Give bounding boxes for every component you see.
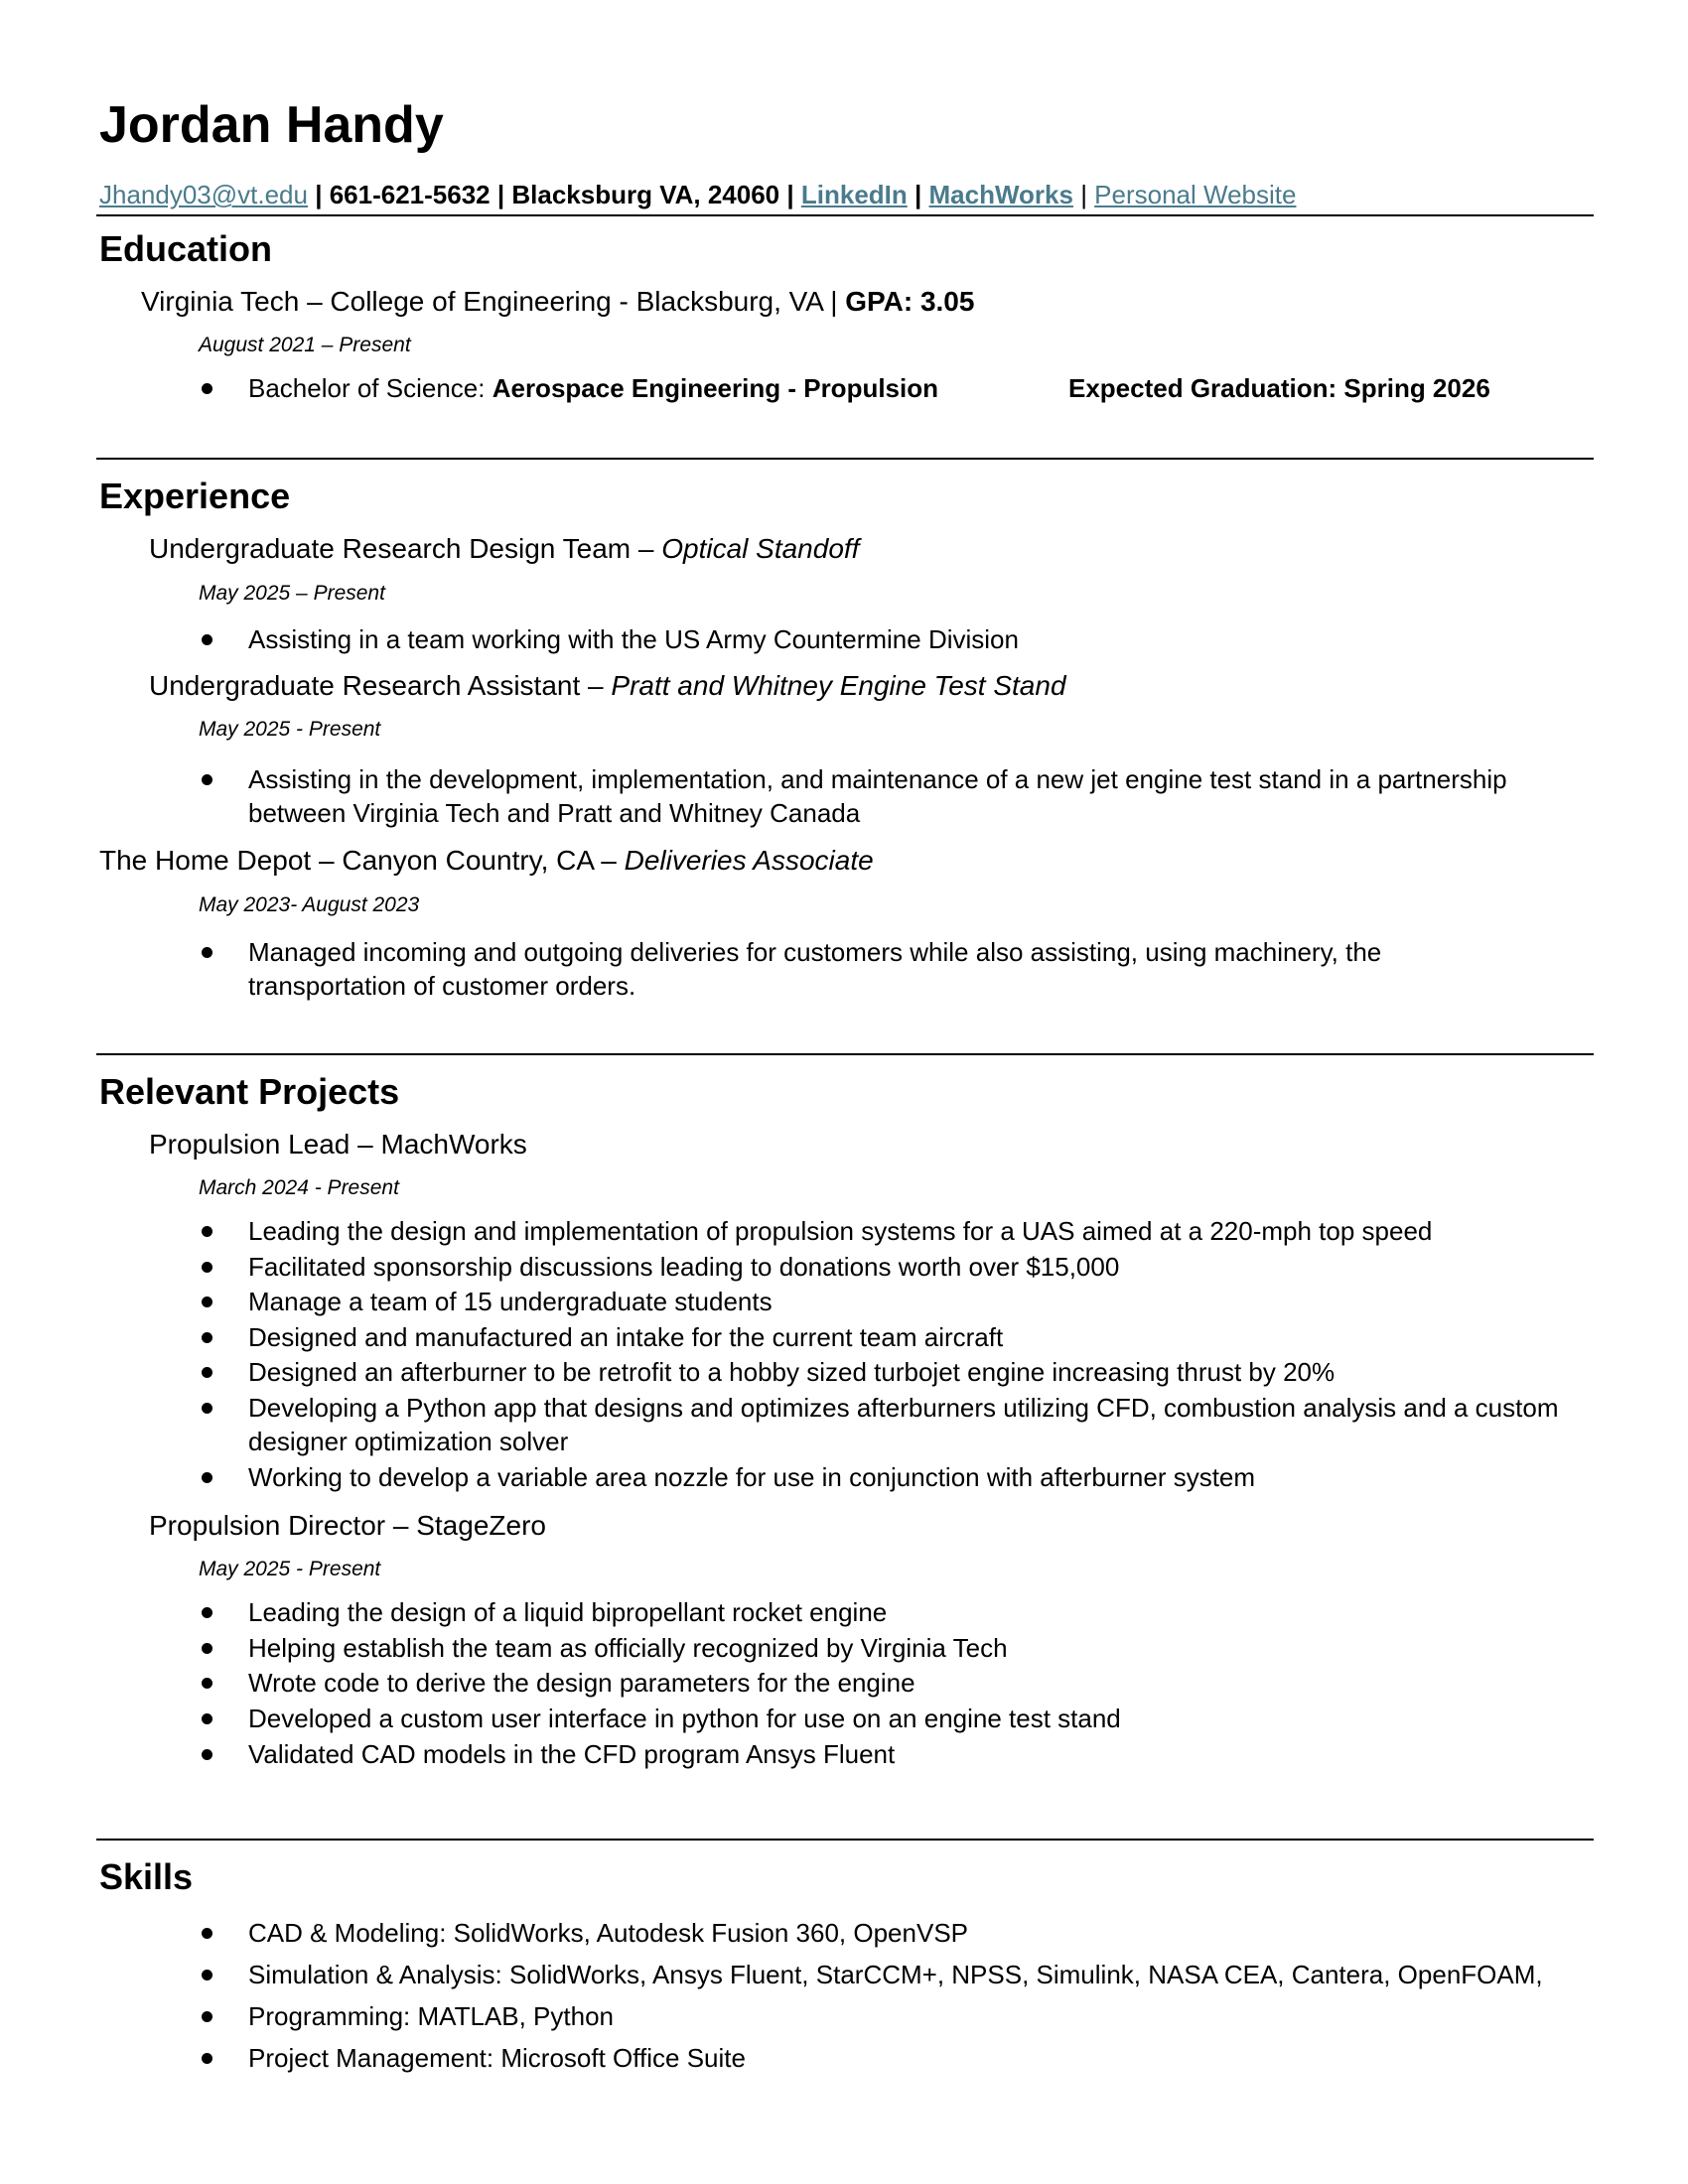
project-dates: May 2025 - Present <box>199 1558 381 1580</box>
bullet-marker <box>202 1678 212 1689</box>
bullet-marker <box>202 1749 212 1760</box>
bullet-marker <box>202 1262 212 1273</box>
project-title: Propulsion Lead – MachWorks <box>149 1129 527 1160</box>
job-bullet: Managed incoming and outgoing deliveries for customers while also assisting, using machinery, the transportation of customer orders. <box>248 937 1382 1001</box>
project-bullet: Facilitated sponsorship discussions leading to donations worth over $15,000 <box>248 1252 1120 1282</box>
machworks-link[interactable]: MachWorks <box>928 180 1073 209</box>
sep: | <box>907 180 929 209</box>
bullet-marker <box>202 1970 212 1980</box>
education-dates: August 2021 – Present <box>199 334 411 356</box>
job-title <box>149 535 859 563</box>
project-dates: March 2024 - Present <box>199 1176 399 1199</box>
skill-item: Project Management: Microsoft Office Suite <box>248 2043 746 2073</box>
job-role: Undergraduate Research Design Team – <box>149 533 662 564</box>
website-link[interactable]: Personal Website <box>1094 180 1297 209</box>
linkedin-link[interactable]: LinkedIn <box>800 180 908 209</box>
degree-prefix: Bachelor of Science: <box>248 373 492 403</box>
bullet-marker <box>202 1367 212 1378</box>
project-bullet: Manage a team of 15 undergraduate students <box>248 1287 773 1316</box>
bullet-marker <box>202 1643 212 1654</box>
location: Blacksburg VA, 24060 <box>511 180 780 209</box>
job-dates: May 2025 – Present <box>199 582 385 605</box>
divider <box>96 1053 1594 1055</box>
skill-item: Simulation & Analysis: SolidWorks, Ansys Fluent, StarCCM+, NPSS, Simulink, NASA CEA, Cantera, OpenFOAM, <box>248 1960 1543 1989</box>
education-school <box>141 288 974 316</box>
project-bullet: Helping establish the team as officially recognized by Virginia Tech <box>248 1633 1008 1663</box>
project-bullet: Designed and manufactured an intake for the current team aircraft <box>248 1322 1004 1352</box>
job-bullet: Assisting in a team working with the US Army Countermine Division <box>248 624 1019 654</box>
sep: | <box>307 180 330 209</box>
bullet-marker <box>202 774 212 785</box>
sep: | <box>1072 180 1095 209</box>
job-role: Undergraduate Research Assistant – <box>149 670 612 701</box>
education-degree <box>248 371 938 405</box>
section-title-education: Education <box>99 228 273 269</box>
candidate-name: Jordan Handy <box>99 96 444 154</box>
bullet-marker <box>202 1297 212 1307</box>
section-title-skills: Skills <box>99 1856 194 1897</box>
project-bullet: Designed an afterburner to be retrofit to a hobby sized turbojet engine increasing thrust by 20% <box>248 1357 1336 1387</box>
bullet-marker <box>202 634 212 645</box>
project-bullet: Validated CAD models in the CFD program Ansys Fluent <box>248 1739 896 1769</box>
contact-line <box>99 179 1296 210</box>
bullet-marker <box>202 1332 212 1343</box>
section-title-experience: Experience <box>99 476 291 516</box>
bullet-marker <box>202 1928 212 1939</box>
job-dates: May 2025 - Present <box>199 718 381 741</box>
phone: 661-621-5632 <box>329 180 491 209</box>
divider <box>96 458 1594 460</box>
project-bullet: Wrote code to derive the design parameters for the engine <box>248 1668 915 1698</box>
bullet-marker <box>202 2053 212 2064</box>
project-bullet: Leading the design of a liquid bipropellant rocket engine <box>248 1597 888 1627</box>
gpa: GPA: 3.05 <box>845 286 975 317</box>
expected-graduation: Expected Graduation: Spring 2026 <box>1068 373 1490 403</box>
project-bullet: Working to develop a variable area nozzle for use in conjunction with afterburner system <box>248 1462 1256 1492</box>
job-dates: May 2023- August 2023 <box>199 893 420 916</box>
bullet-marker <box>202 383 212 394</box>
divider <box>96 1839 1594 1841</box>
skill-item: CAD & Modeling: SolidWorks, Autodesk Fusion 360, OpenVSP <box>248 1918 969 1948</box>
project-bullet: Leading the design and implementation of propulsion systems for a UAS aimed at a 220-mph top speed <box>248 1216 1433 1246</box>
skill-item: Programming: MATLAB, Python <box>248 2001 614 2031</box>
project-bullet: Developing a Python app that designs and optimizes afterburners utilizing CFD, combustion analysis and a custom designer optimization solver <box>248 1393 1559 1456</box>
job-org: Optical Standoff <box>661 533 860 564</box>
degree-major: Aerospace Engineering - Propulsion <box>492 373 939 403</box>
project-title: Propulsion Director – StageZero <box>149 1510 546 1541</box>
job-title <box>149 672 1066 700</box>
bullet-marker <box>202 947 212 958</box>
job-bullet: Assisting in the development, implementation, and maintenance of a new jet engine test stand in a partnership between Virginia Tech and Pratt and Whitney Canada <box>248 764 1507 828</box>
job-org: Deliveries Associate <box>624 845 874 876</box>
project-bullet: Developed a custom user interface in python for use on an engine test stand <box>248 1704 1121 1733</box>
bullet-marker <box>202 1403 212 1414</box>
sep: | <box>779 180 801 209</box>
job-title <box>99 847 874 875</box>
email-link[interactable]: Jhandy03@vt.edu <box>99 180 308 209</box>
job-org: Pratt and Whitney Engine Test Stand <box>611 670 1066 701</box>
bullet-marker <box>202 1472 212 1483</box>
bullet-marker <box>202 1713 212 1724</box>
section-title-projects: Relevant Projects <box>99 1071 400 1112</box>
bullet-marker <box>202 1607 212 1618</box>
school-name: Virginia Tech – College of Engineering - Blacksburg, VA | <box>141 286 846 317</box>
bullet-marker <box>202 2011 212 2022</box>
sep: | <box>490 180 512 209</box>
divider <box>96 214 1594 216</box>
job-role: The Home Depot – Canyon Country, CA – <box>99 845 625 876</box>
bullet-marker <box>202 1226 212 1237</box>
